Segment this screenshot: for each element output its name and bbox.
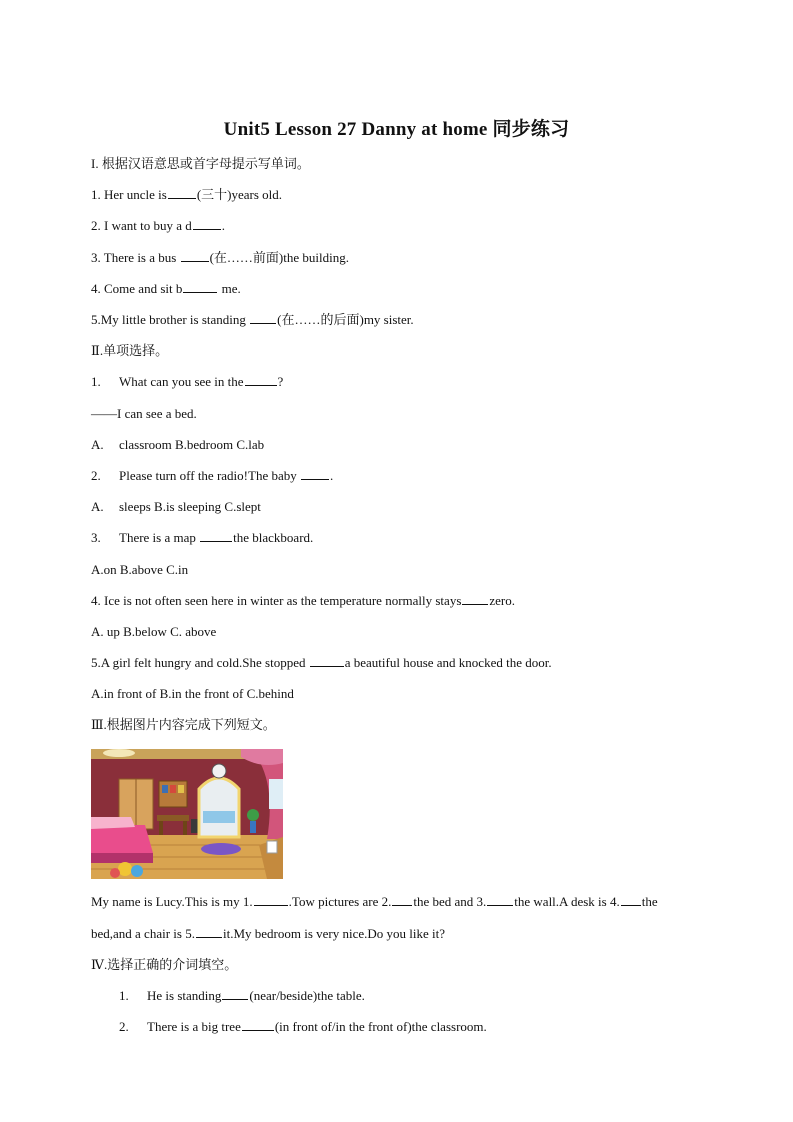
question-text: There is a map [119, 530, 200, 545]
section-1-question-3 [91, 249, 349, 267]
option-letter: A. [91, 437, 104, 452]
section-2-question-3 [91, 529, 313, 547]
answer-blank[interactable] [487, 893, 513, 906]
question-number: 2. [91, 468, 101, 483]
question-text: 4. Come and sit b [91, 281, 183, 296]
question-text: me. [218, 281, 241, 296]
passage-text: the wall.A desk is 4. [514, 894, 620, 909]
section-3-passage-line-1 [91, 893, 658, 911]
answer-blank[interactable] [196, 925, 222, 938]
question-text: (三十)years old. [196, 187, 283, 202]
answer-blank[interactable] [392, 893, 412, 906]
answer-blank[interactable] [181, 249, 209, 262]
passage-text: the bed and 3. [413, 894, 487, 909]
question-text: . [221, 218, 225, 233]
options-text: sleeps B.is sleeping C.slept [119, 499, 261, 514]
section-1-question-1 [91, 186, 282, 204]
question-text: 5.A girl felt hungry and cold.She stopped [91, 655, 309, 670]
section-4-question-1 [119, 987, 365, 1005]
section-2-question-5 [91, 654, 552, 672]
section-2-question-1 [91, 373, 283, 391]
question-text: 2. I want to buy a d [91, 218, 192, 233]
question-number: 2. [119, 1019, 129, 1034]
section-3-heading: Ⅲ.根据图片内容完成下列短文。 [91, 717, 276, 732]
page-title: Unit5 Lesson 27 Danny at home 同步练习 [223, 119, 570, 140]
question-number: 1. [91, 374, 101, 389]
section-4-question-2 [119, 1018, 487, 1036]
options-text: classroom B.bedroom C.lab [119, 437, 265, 452]
section-4-heading: Ⅳ.选择正确的介词填空。 [91, 957, 238, 972]
question-text: 3. There is a bus [91, 250, 180, 265]
answer-blank[interactable] [250, 311, 276, 324]
answer-blank[interactable] [301, 467, 329, 480]
question-text: the blackboard. [233, 530, 314, 545]
question-text: What can you see in the [119, 374, 244, 389]
section-1-question-5 [91, 311, 414, 329]
answer-blank[interactable] [621, 893, 641, 906]
question-text: (near/beside)the table. [249, 988, 365, 1003]
passage-text: bed,and a chair is 5. [91, 926, 195, 941]
answer-blank[interactable] [200, 529, 232, 542]
passage-text: My name is Lucy.This is my 1. [91, 894, 253, 909]
answer-blank[interactable] [168, 186, 196, 199]
section-2-heading: Ⅱ.单项选择。 [91, 343, 169, 358]
answer-blank[interactable] [310, 654, 344, 667]
question-text: (在……前面)the building. [209, 250, 349, 265]
answer-blank[interactable] [222, 987, 248, 1000]
section-3-passage-line-2 [91, 925, 445, 943]
section-1-heading: I. 根据汉语意思或首字母提示写单词。 [91, 156, 310, 171]
answer-blank[interactable] [242, 1018, 274, 1031]
passage-text: the [641, 894, 658, 909]
section-2-question-1-answer: ——I can see a bed. [91, 406, 197, 421]
section-2-question-5-options: A.in front of B.in the front of C.behind [91, 686, 294, 701]
bedroom-picture [91, 749, 283, 879]
question-text: ? [277, 374, 284, 389]
section-2-question-2 [91, 467, 333, 485]
question-number: 3. [91, 530, 101, 545]
question-text: Please turn off the radio!The baby [119, 468, 300, 483]
passage-text: it.My bedroom is very nice.Do you like it? [222, 926, 446, 941]
question-text: a beautiful house and knocked the door. [344, 655, 552, 670]
question-text: 1. Her uncle is [91, 187, 167, 202]
section-2-question-2-options [91, 498, 261, 516]
answer-blank[interactable] [462, 592, 488, 605]
question-text: . [329, 468, 334, 483]
passage-text: .Tow pictures are 2. [288, 894, 392, 909]
question-text: (在……的后面)my sister. [277, 312, 414, 327]
answer-blank[interactable] [245, 373, 277, 386]
question-text: zero. [489, 593, 515, 608]
question-text: 4. Ice is not often seen here in winter as the temperature normally stays [91, 593, 462, 608]
option-letter: A. [91, 499, 104, 514]
question-text: He is standing [147, 988, 222, 1003]
question-text: (in front of/in the front of)the classroom. [274, 1019, 487, 1034]
section-1-question-4 [91, 280, 241, 298]
answer-blank[interactable] [183, 280, 217, 293]
answer-blank[interactable] [254, 893, 288, 906]
section-2-question-3-options: A.on B.above C.in [91, 562, 189, 577]
answer-blank[interactable] [193, 217, 221, 230]
section-2-question-1-options [91, 436, 264, 454]
question-text: 5.My little brother is standing [91, 312, 250, 327]
section-1-question-2 [91, 217, 225, 235]
question-text: There is a big tree [147, 1019, 241, 1034]
section-2-question-4-options: A. up B.below C. above [91, 624, 217, 639]
section-2-question-4 [91, 592, 515, 610]
question-number: 1. [119, 988, 129, 1003]
